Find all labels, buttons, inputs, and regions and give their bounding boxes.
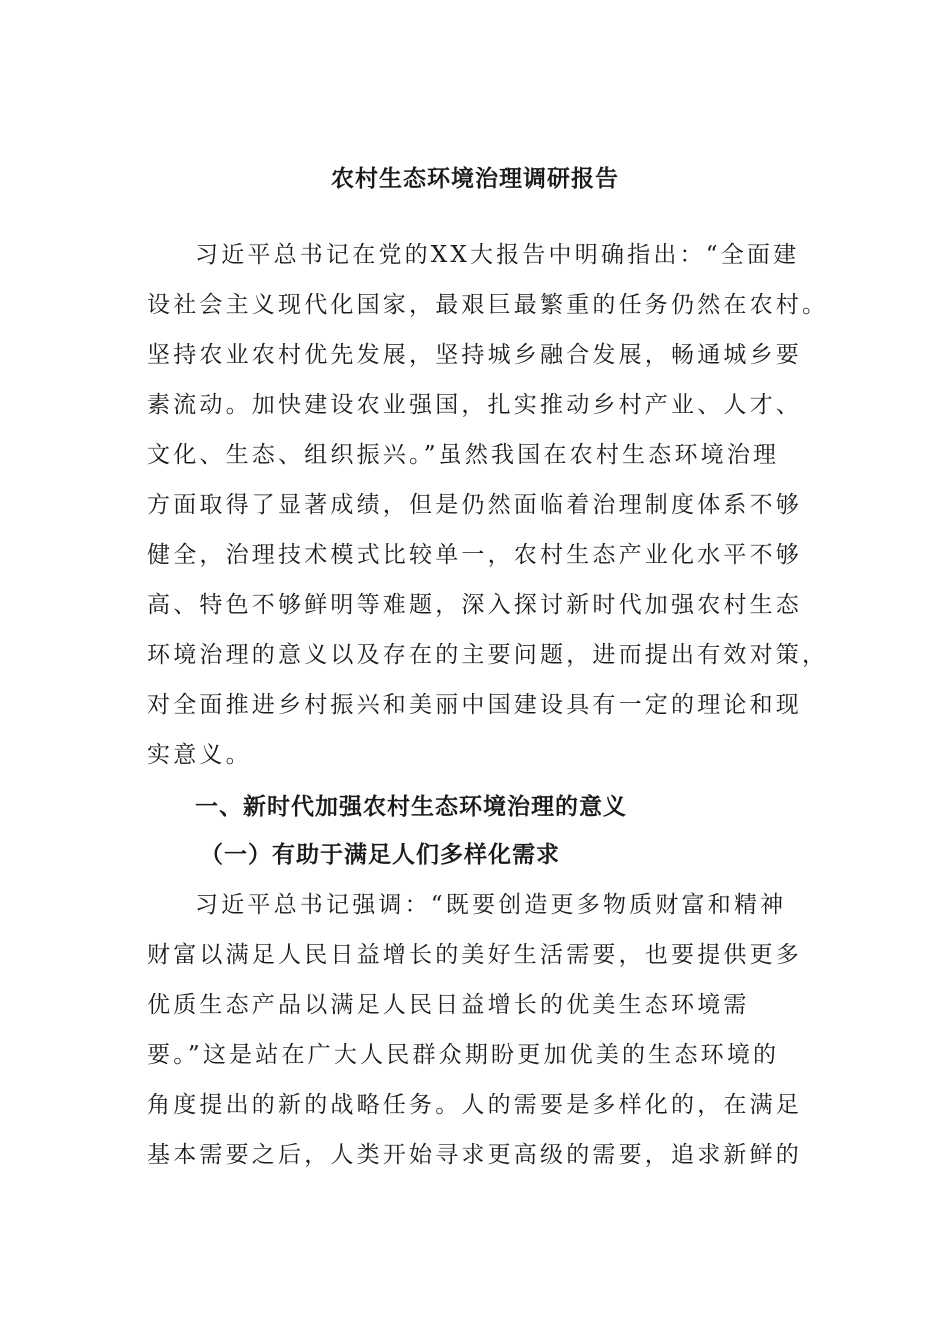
paragraph-line: 方面取得了显著成绩，但是仍然面临着治理制度体系不够 (147, 492, 802, 518)
paragraph-line: 习近平总书记在党的XX大报告中明确指出：“全面建 (195, 242, 800, 268)
paragraph-line: 对全面推进乡村振兴和美丽中国建设具有一定的理论和现 (147, 692, 802, 718)
section-heading: 一、新时代加强农村生态环境治理的意义 (195, 794, 627, 820)
paragraph-line: 基本需要之后，人类开始寻求更高级的需要，追求新鲜的 (147, 1142, 802, 1168)
subsection-heading: （一）有助于满足人们多样化需求 (200, 842, 560, 868)
document-title: 农村生态环境治理调研报告 (331, 166, 619, 192)
paragraph-line: 习近平总书记强调：“既要创造更多物质财富和精神 (195, 892, 787, 918)
paragraph-line: 坚持农业农村优先发展，坚持城乡融合发展，畅通城乡要 (147, 342, 802, 368)
paragraph-line: 角度提出的新的战略任务。人的需要是多样化的，在满足 (147, 1092, 802, 1118)
paragraph-line: 文化、生态、组织振兴。”虽然我国在农村生态环境治理 (147, 442, 780, 468)
paragraph-line: 财富以满足人民日益增长的美好生活需要，也要提供更多 (147, 942, 802, 968)
paragraph-line: 设社会主义现代化国家，最艰巨最繁重的任务仍然在农村。 (147, 292, 829, 318)
paragraph-line: 环境治理的意义以及存在的主要问题，进而提出有效对策， (147, 642, 829, 668)
paragraph-line: 优质生态产品以满足人民日益增长的优美生态环境需 (147, 992, 750, 1018)
paragraph-line: 实意义。 (147, 742, 252, 768)
paragraph-line: 健全，治理技术模式比较单一，农村生态产业化水平不够 (147, 542, 802, 568)
paragraph-line: 要。”这是站在广大人民群众期盼更加优美的生态环境的 (147, 1042, 780, 1068)
paragraph-line: 高、特色不够鲜明等难题，深入探讨新时代加强农村生态 (147, 592, 802, 618)
paragraph-line: 素流动。加快建设农业强国，扎实推动乡村产业、人才、 (147, 392, 802, 418)
